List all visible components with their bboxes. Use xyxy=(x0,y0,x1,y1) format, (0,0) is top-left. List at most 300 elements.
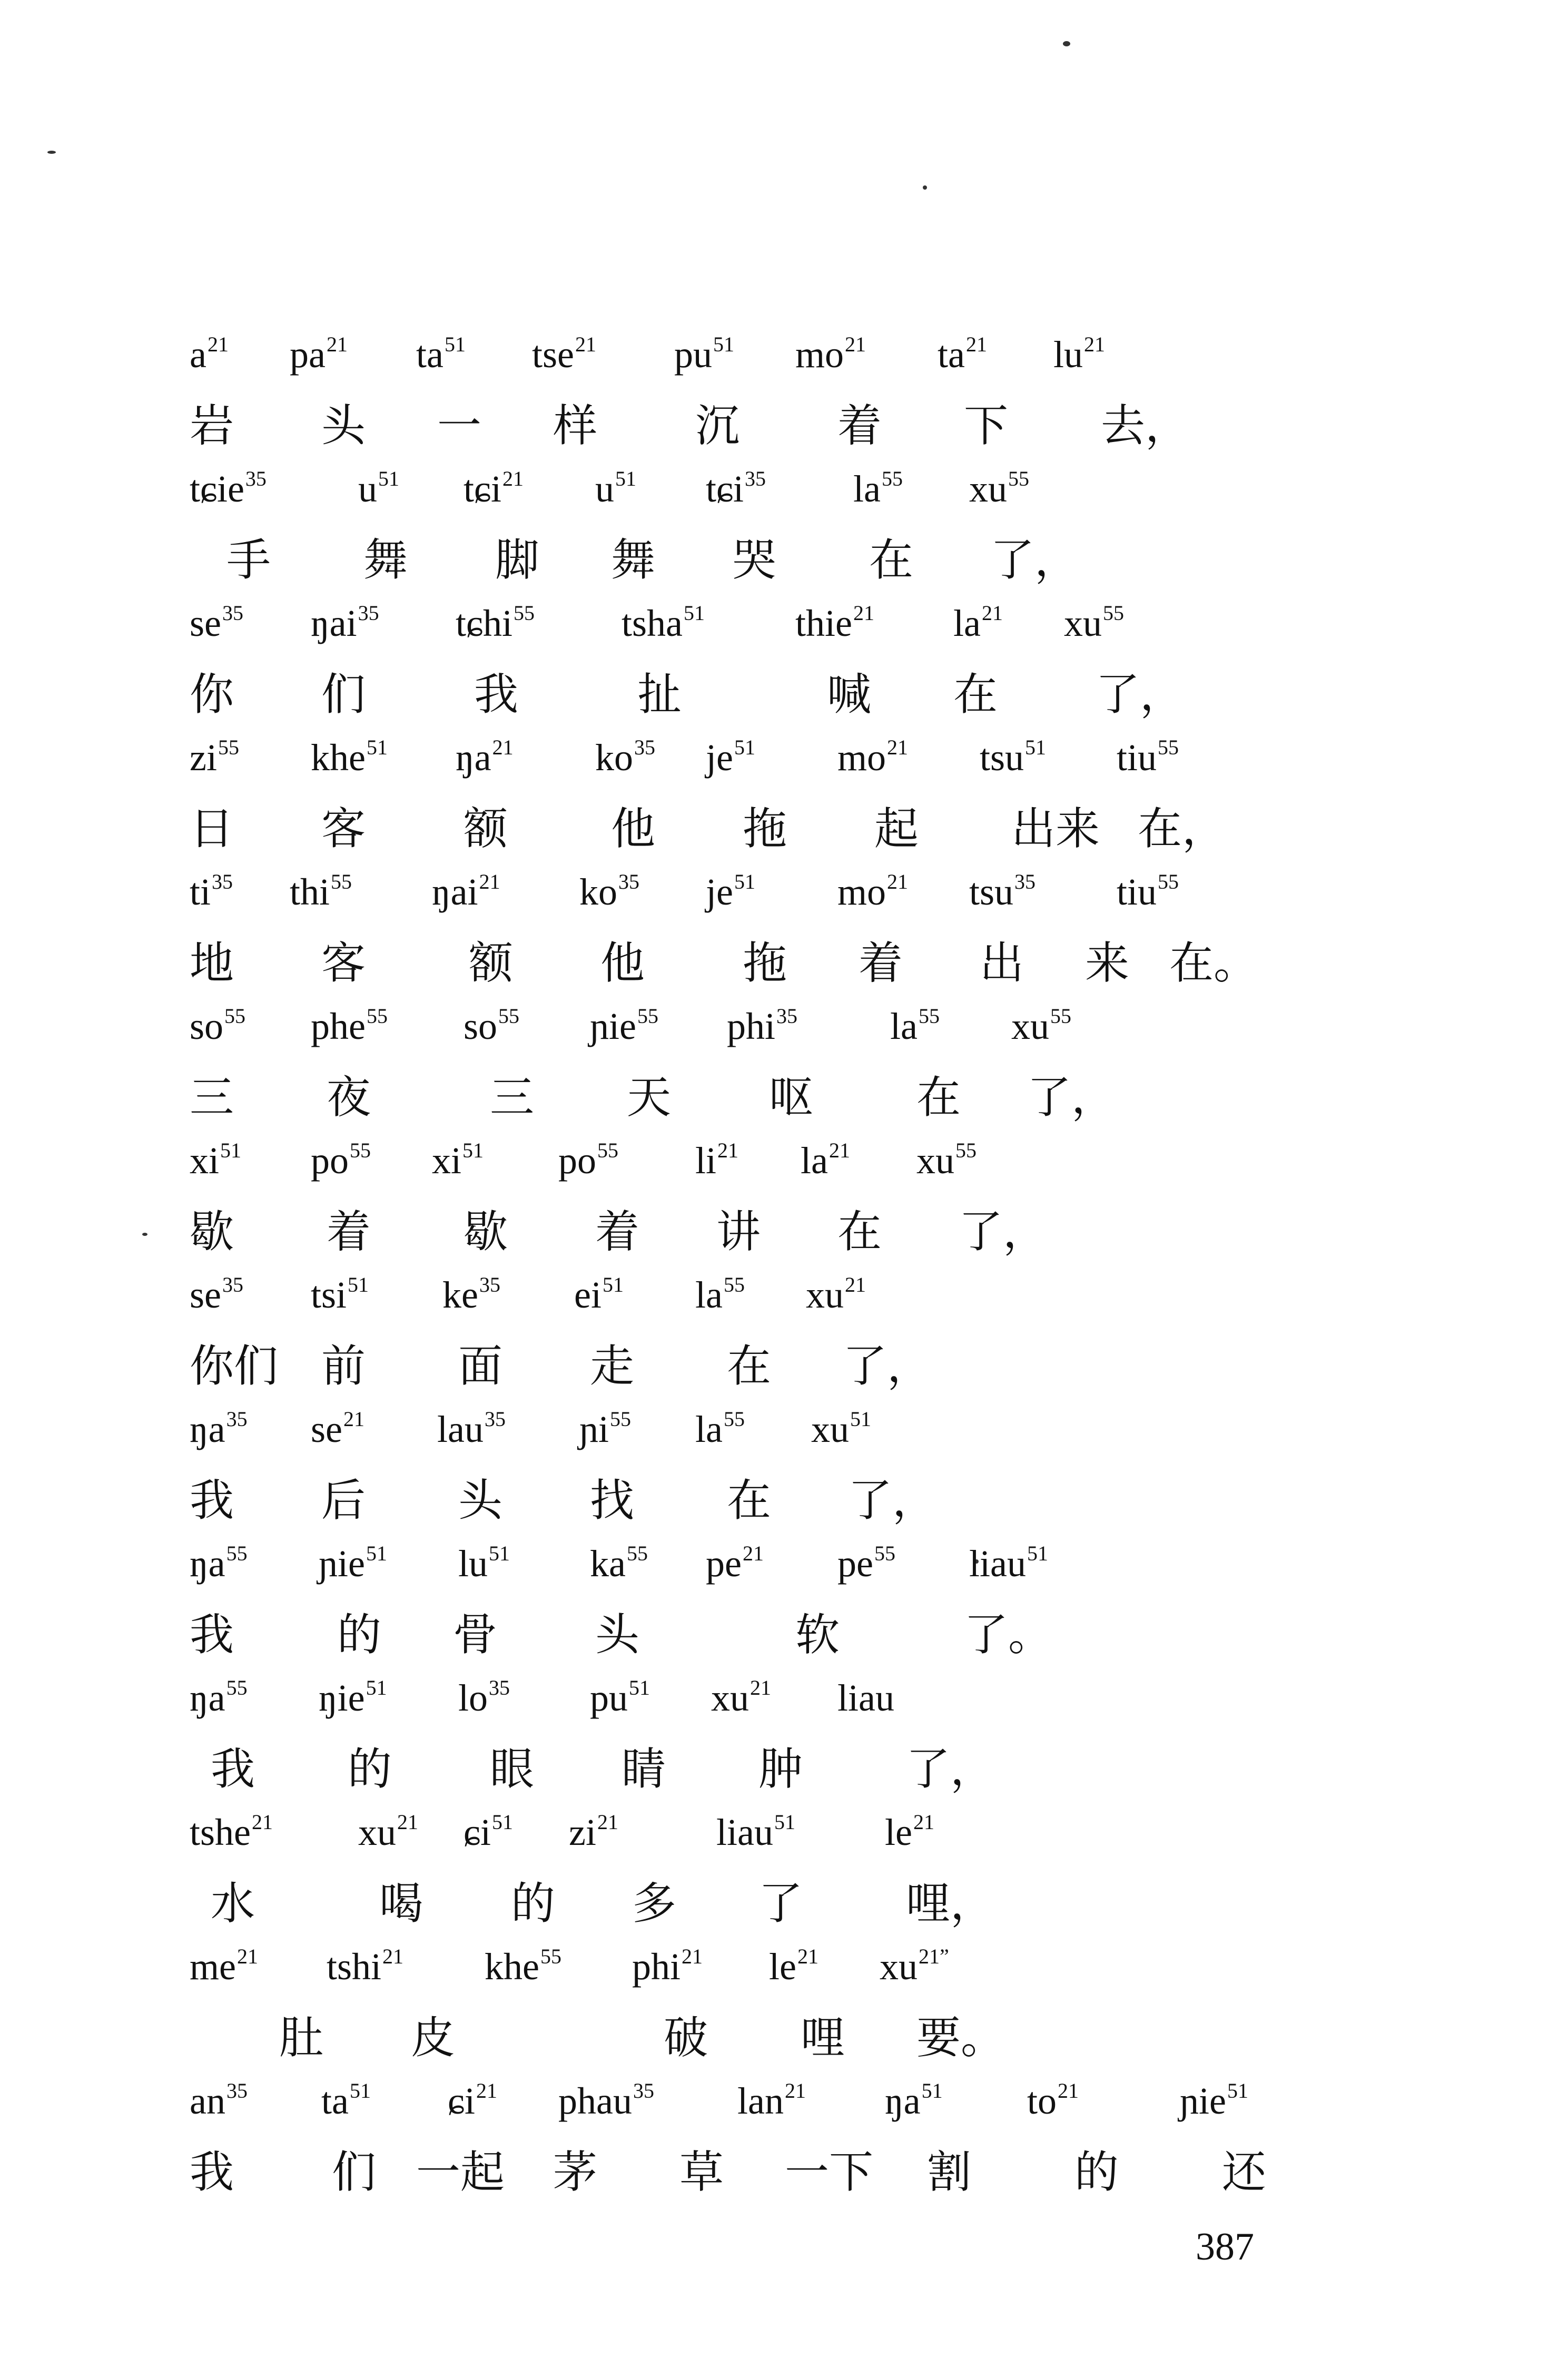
syllable-base: ɲie xyxy=(319,1543,365,1585)
syllable-base: pe xyxy=(706,1543,742,1585)
romanization-line xyxy=(190,2072,1359,2130)
syllable xyxy=(569,1803,618,1861)
syllable-base: xu xyxy=(358,1811,396,1853)
gloss-word: 肚 xyxy=(279,2012,324,2064)
tone-number: 35 xyxy=(479,1273,500,1296)
syllable xyxy=(190,1132,241,1190)
tone-number: 51 xyxy=(444,332,466,356)
syllable xyxy=(579,1400,631,1458)
gloss-word: 哩 xyxy=(801,2012,845,2064)
syllable xyxy=(358,460,399,518)
syllable xyxy=(837,863,908,921)
tone-number: 51 xyxy=(615,467,636,490)
syllable xyxy=(595,460,636,518)
syllable xyxy=(1117,863,1179,921)
gloss-word: 前 xyxy=(321,1340,366,1392)
gloss-word: 喊 xyxy=(827,669,872,720)
syllable xyxy=(456,594,535,652)
gloss-word: 了， xyxy=(1027,1072,1116,1123)
gloss-word: 下 xyxy=(964,400,1009,451)
syllable-base: ɕi xyxy=(464,1811,491,1853)
syllable xyxy=(579,863,639,921)
gloss-word: 去， xyxy=(1101,400,1190,451)
gloss-word: 了 xyxy=(758,1878,803,1929)
syllable xyxy=(590,1669,650,1727)
syllable xyxy=(456,729,514,787)
tone-number: 51 xyxy=(1227,2079,1248,2103)
syllable-base: ɲie xyxy=(1180,2080,1226,2122)
syllable-base: xu xyxy=(1064,602,1102,644)
syllable-base: ŋie xyxy=(319,1677,365,1719)
syllable-base: ta xyxy=(321,2080,349,2122)
syllable-base: la xyxy=(695,1274,723,1316)
gloss-word: 要。 xyxy=(916,2012,1005,2064)
syllable xyxy=(311,1266,369,1324)
gloss-word: 天 xyxy=(627,1072,672,1123)
tone-number: 21 xyxy=(829,1138,850,1162)
tone-number: 51 xyxy=(220,1138,242,1162)
syllable-base: tɕie xyxy=(190,468,244,510)
syllable xyxy=(969,1535,1048,1593)
tone-number: 21 xyxy=(981,601,1003,625)
tone-number: 55 xyxy=(218,735,239,759)
gloss-word: 了， xyxy=(906,1743,995,1795)
tone-number: 55 xyxy=(513,601,535,625)
gloss-word: 起 xyxy=(874,803,919,854)
gloss-word: 割 xyxy=(927,2146,972,2198)
gloss-word: 的 xyxy=(348,1743,392,1795)
tone-number: 55 xyxy=(224,1004,246,1028)
gloss-word: 面 xyxy=(458,1340,503,1392)
tone-number: 21 xyxy=(1084,332,1106,356)
tone-number: 51 xyxy=(366,735,388,759)
tone-number: 21 xyxy=(887,870,909,893)
syllable-base: u xyxy=(358,468,377,510)
syllable-base: se xyxy=(311,1408,342,1450)
chinese-gloss-line xyxy=(190,1867,1359,1940)
gloss-word: 三 xyxy=(190,1072,234,1123)
syllable xyxy=(695,1266,745,1324)
gloss-word: 了。 xyxy=(964,1609,1053,1661)
tone-number: 51 xyxy=(734,735,755,759)
gloss-word: 着 xyxy=(327,1206,371,1258)
tone-number: 51 xyxy=(349,2079,371,2103)
gloss-word: 眼 xyxy=(490,1743,535,1795)
syllable xyxy=(885,2072,943,2130)
romanization-line xyxy=(190,594,1359,652)
gloss-word: 讲 xyxy=(716,1206,761,1258)
tone-number: 55 xyxy=(226,1676,248,1700)
gloss-word: 哩， xyxy=(906,1878,995,1929)
tone-number: 55 xyxy=(331,870,352,893)
tone-number: 55 xyxy=(226,1541,248,1565)
tone-number: 21 xyxy=(742,1541,764,1565)
romanization-line xyxy=(190,1535,1359,1593)
syllable-base: xu xyxy=(711,1677,749,1719)
tone-number: 21 xyxy=(853,601,874,625)
tone-number: 35 xyxy=(222,1273,243,1296)
gloss-word: 哭 xyxy=(732,534,777,586)
syllable-base: tɕi xyxy=(464,468,501,510)
syllable xyxy=(1064,594,1124,652)
romanization-line xyxy=(190,863,1359,921)
gloss-word: 了， xyxy=(959,1206,1048,1258)
syllable-base: xi xyxy=(432,1140,462,1182)
scan-speck xyxy=(923,185,927,190)
syllable xyxy=(1011,997,1071,1055)
syllable-base: po xyxy=(311,1140,349,1182)
syllable xyxy=(319,1535,387,1593)
gloss-word: 他 xyxy=(600,937,645,989)
gloss-word: 出 xyxy=(980,937,1024,989)
tone-number: 21 xyxy=(1058,2079,1079,2103)
tone-number: 55 xyxy=(723,1407,745,1431)
syllable xyxy=(706,729,755,787)
tone-number: 51 xyxy=(378,467,399,490)
syllable xyxy=(727,997,797,1055)
gloss-word: 头 xyxy=(595,1609,640,1661)
syllable xyxy=(464,460,524,518)
gloss-word: 沉 xyxy=(695,400,740,451)
syllable xyxy=(416,326,466,384)
syllable-base: ei xyxy=(574,1274,601,1316)
syllable xyxy=(795,594,874,652)
gloss-word: 在， xyxy=(1138,803,1227,854)
syllable-base: tshe xyxy=(190,1811,251,1853)
gloss-word: 三 xyxy=(490,1072,535,1123)
syllable-base: tsi xyxy=(311,1274,347,1316)
syllable-base: to xyxy=(1027,2080,1057,2122)
syllable xyxy=(595,729,655,787)
syllable-base: lau xyxy=(437,1408,484,1450)
syllable xyxy=(837,1669,895,1727)
gloss-word: 在 xyxy=(837,1206,882,1258)
tone-number: 21 xyxy=(492,735,514,759)
chinese-gloss-line xyxy=(190,1463,1359,1537)
syllable xyxy=(190,1266,243,1324)
gloss-word: 着 xyxy=(859,937,903,989)
syllable-base: se xyxy=(190,602,221,644)
syllable-base: xu xyxy=(1011,1005,1049,1047)
syllable xyxy=(190,1535,248,1593)
gloss-word: 在 xyxy=(727,1475,772,1526)
gloss-word: 我 xyxy=(211,1743,255,1795)
romanization-line xyxy=(190,1266,1359,1324)
tone-number: 35 xyxy=(1014,870,1036,893)
syllable xyxy=(321,2072,371,2130)
tone-number: 55 xyxy=(1103,601,1124,625)
tone-number: 35 xyxy=(776,1004,798,1028)
syllable-base: phi xyxy=(727,1005,776,1047)
syllable-base: lo xyxy=(458,1677,488,1719)
syllable xyxy=(969,460,1029,518)
syllable-base: ŋa xyxy=(190,1543,225,1585)
tone-number: 55 xyxy=(498,1004,520,1028)
syllable xyxy=(916,1132,977,1190)
syllable xyxy=(458,1669,510,1727)
syllable xyxy=(558,1132,618,1190)
syllable-base: tsu xyxy=(969,871,1014,913)
scan-speck xyxy=(47,151,56,154)
syllable-base: li xyxy=(695,1140,717,1182)
syllable-base: tiu xyxy=(1117,871,1157,913)
syllable-base: zi xyxy=(190,736,217,779)
tone-number: 21 xyxy=(717,1138,739,1162)
tone-number: 21 xyxy=(797,1944,818,1968)
gloss-word: 额 xyxy=(469,937,514,989)
tone-number: 51 xyxy=(366,1676,387,1700)
romanization-line xyxy=(190,997,1359,1055)
syllable-base: mo xyxy=(837,871,886,913)
syllable-base: liau xyxy=(969,1543,1026,1585)
syllable xyxy=(311,1400,364,1458)
gloss-word: 你们 xyxy=(190,1340,279,1392)
syllable-base: je xyxy=(706,871,733,913)
chinese-gloss-line xyxy=(190,1195,1359,1269)
syllable xyxy=(290,326,348,384)
tone-number: 35 xyxy=(618,870,639,893)
gloss-word: 一起 xyxy=(416,2146,505,2198)
tone-number: 35 xyxy=(222,601,243,625)
tone-number: 55 xyxy=(637,1004,658,1028)
tone-number: 55 xyxy=(626,1541,648,1565)
tone-number: 21 xyxy=(784,2079,806,2103)
tone-number: 21 xyxy=(479,870,500,893)
syllable xyxy=(311,1132,371,1190)
syllable xyxy=(706,863,755,921)
tone-number: 35 xyxy=(634,735,655,759)
syllable-base: ko xyxy=(579,871,617,913)
gloss-word: 来 xyxy=(1085,937,1130,989)
syllable-base: zi xyxy=(569,1811,596,1853)
syllable xyxy=(311,997,388,1055)
syllable xyxy=(674,326,734,384)
tone-number: 21 xyxy=(236,1944,258,1968)
syllable xyxy=(190,729,239,787)
syllable-base: la xyxy=(695,1408,723,1450)
syllable-base: xu xyxy=(916,1140,954,1182)
syllable-base: ŋa xyxy=(190,1408,225,1450)
tone-number: 21 xyxy=(251,1810,273,1834)
tone-number: 21 xyxy=(575,332,596,356)
syllable xyxy=(890,997,940,1055)
syllable xyxy=(1027,2072,1079,2130)
tone-number: 35 xyxy=(226,2079,248,2103)
syllable-base: xi xyxy=(190,1140,220,1182)
gloss-word: 地 xyxy=(190,937,234,989)
syllable-base: ŋa xyxy=(190,1677,225,1719)
syllable-base: tiu xyxy=(1117,736,1157,779)
syllable-base: khe xyxy=(311,736,366,779)
syllable-base: so xyxy=(190,1005,224,1047)
syllable xyxy=(190,460,267,518)
tone-number: 51 xyxy=(921,2079,943,2103)
tone-number: 51 xyxy=(491,1810,513,1834)
romanization-line xyxy=(190,1400,1359,1458)
tone-number: 21 xyxy=(207,332,229,356)
gloss-word: 肿 xyxy=(758,1743,803,1795)
syllable xyxy=(853,460,903,518)
tone-number: 55 xyxy=(366,1004,388,1028)
gloss-word: 们 xyxy=(321,669,366,720)
tone-number: 21” xyxy=(919,1944,949,1968)
syllable-base: so xyxy=(464,1005,498,1047)
gloss-word: 歇 xyxy=(464,1206,508,1258)
gloss-word: 拖 xyxy=(743,937,787,989)
syllable xyxy=(711,1669,771,1727)
gloss-word: 喝 xyxy=(379,1878,424,1929)
chinese-gloss-line xyxy=(190,2135,1359,2209)
syllable xyxy=(590,1535,648,1593)
syllable-base: thi xyxy=(290,871,330,913)
syllable-base: tɕhi xyxy=(456,602,512,644)
gloss-word: 日 xyxy=(190,803,234,854)
syllable xyxy=(938,326,987,384)
gloss-word: 我 xyxy=(190,2146,234,2198)
gloss-word: 他 xyxy=(611,803,656,854)
gloss-word: 一 xyxy=(437,400,482,451)
tone-number: 21 xyxy=(343,1407,364,1431)
syllable xyxy=(432,863,500,921)
syllable xyxy=(706,460,766,518)
tone-number: 55 xyxy=(540,1944,561,1968)
tone-number: 55 xyxy=(881,467,903,490)
chinese-gloss-line xyxy=(190,657,1359,731)
syllable-base: tshi xyxy=(327,1946,382,1988)
syllable xyxy=(980,729,1046,787)
syllable xyxy=(953,594,1003,652)
gloss-word: 的 xyxy=(511,1878,556,1929)
syllable xyxy=(632,1938,703,1996)
syllable-base: la xyxy=(801,1140,828,1182)
tone-number: 51 xyxy=(1025,735,1047,759)
tone-number: 51 xyxy=(489,1541,510,1565)
syllable-base: xu xyxy=(806,1274,844,1316)
syllable xyxy=(574,1266,624,1324)
syllable-base: tɕi xyxy=(706,468,744,510)
gloss-word: 睛 xyxy=(622,1743,666,1795)
tone-number: 51 xyxy=(366,1541,387,1565)
gloss-word: 在 xyxy=(916,1072,961,1123)
syllable xyxy=(737,2072,806,2130)
syllable-base: ŋa xyxy=(456,736,491,779)
tone-number: 21 xyxy=(326,332,348,356)
syllable-base: le xyxy=(769,1946,796,1988)
tone-number: 21 xyxy=(965,332,987,356)
tone-number: 21 xyxy=(397,1810,418,1834)
syllable-base: a xyxy=(190,333,206,376)
syllable-base: khe xyxy=(485,1946,539,1988)
tone-number: 51 xyxy=(734,870,755,893)
syllable-base: lan xyxy=(737,2080,784,2122)
syllable-base: xu xyxy=(969,468,1007,510)
syllable xyxy=(1053,326,1105,384)
tone-number: 51 xyxy=(462,1138,484,1162)
syllable-base: pu xyxy=(674,333,712,376)
syllable-base: le xyxy=(885,1811,912,1853)
gloss-word: 脚 xyxy=(495,534,540,586)
romanization-line xyxy=(190,1803,1359,1861)
syllable-base: tsu xyxy=(980,736,1024,779)
tone-number: 55 xyxy=(610,1407,632,1431)
tone-number: 35 xyxy=(489,1676,510,1700)
gloss-word: 在 xyxy=(953,669,998,720)
syllable xyxy=(695,1400,745,1458)
tone-number: 21 xyxy=(887,735,909,759)
syllable xyxy=(885,1803,934,1861)
tone-number: 55 xyxy=(597,1138,618,1162)
syllable xyxy=(448,2072,497,2130)
syllable xyxy=(532,326,596,384)
tone-number: 55 xyxy=(874,1541,895,1565)
tone-number: 55 xyxy=(955,1138,977,1162)
syllable xyxy=(716,1803,795,1861)
syllable xyxy=(590,997,658,1055)
syllable xyxy=(837,1535,895,1593)
syllable-base: xu xyxy=(880,1946,918,1988)
chinese-gloss-line xyxy=(190,792,1359,866)
tone-number: 35 xyxy=(245,467,267,490)
gloss-word: 了， xyxy=(1096,669,1185,720)
syllable-base: tse xyxy=(532,333,574,376)
syllable xyxy=(190,1938,258,1996)
tone-number: 35 xyxy=(226,1407,248,1431)
tone-number: 21 xyxy=(597,1810,618,1834)
syllable-base: phau xyxy=(558,2080,632,2122)
chinese-gloss-line xyxy=(190,2001,1359,2075)
syllable xyxy=(806,1266,866,1324)
gloss-word: 额 xyxy=(464,803,508,854)
chinese-gloss-line xyxy=(190,1329,1359,1403)
tone-number: 51 xyxy=(774,1810,795,1834)
gloss-word: 走 xyxy=(590,1340,635,1392)
syllable xyxy=(311,729,388,787)
tone-number: 51 xyxy=(713,332,734,356)
syllable xyxy=(837,729,908,787)
gloss-word: 破 xyxy=(664,2012,708,2064)
syllable-base: ɲi xyxy=(579,1408,609,1450)
syllable xyxy=(327,1938,403,1996)
syllable xyxy=(432,1132,484,1190)
syllable xyxy=(769,1938,818,1996)
romanization-line xyxy=(190,1132,1359,1190)
syllable-base: ŋa xyxy=(885,2080,921,2122)
chinese-gloss-line xyxy=(190,523,1359,597)
syllable xyxy=(290,863,352,921)
syllable-base: thie xyxy=(795,602,852,644)
syllable-base: ŋai xyxy=(311,602,357,644)
syllable xyxy=(190,594,243,652)
gloss-word: 后 xyxy=(321,1475,366,1526)
tone-number: 21 xyxy=(750,1676,771,1700)
syllable-base: mo xyxy=(795,333,844,376)
syllable xyxy=(801,1132,850,1190)
syllable xyxy=(190,863,233,921)
syllable-base: liau xyxy=(716,1811,773,1853)
tone-number: 21 xyxy=(845,1273,866,1296)
chinese-gloss-line xyxy=(190,926,1359,1000)
tone-number: 21 xyxy=(682,1944,703,1968)
gloss-word: 歇 xyxy=(190,1206,234,1258)
syllable xyxy=(811,1400,871,1458)
tone-number: 35 xyxy=(484,1407,506,1431)
syllable xyxy=(311,594,379,652)
tone-number: 21 xyxy=(502,467,524,490)
tone-number: 51 xyxy=(1027,1541,1048,1565)
romanization-line xyxy=(190,1938,1359,1996)
syllable xyxy=(622,594,705,652)
romanization-line xyxy=(190,729,1359,787)
